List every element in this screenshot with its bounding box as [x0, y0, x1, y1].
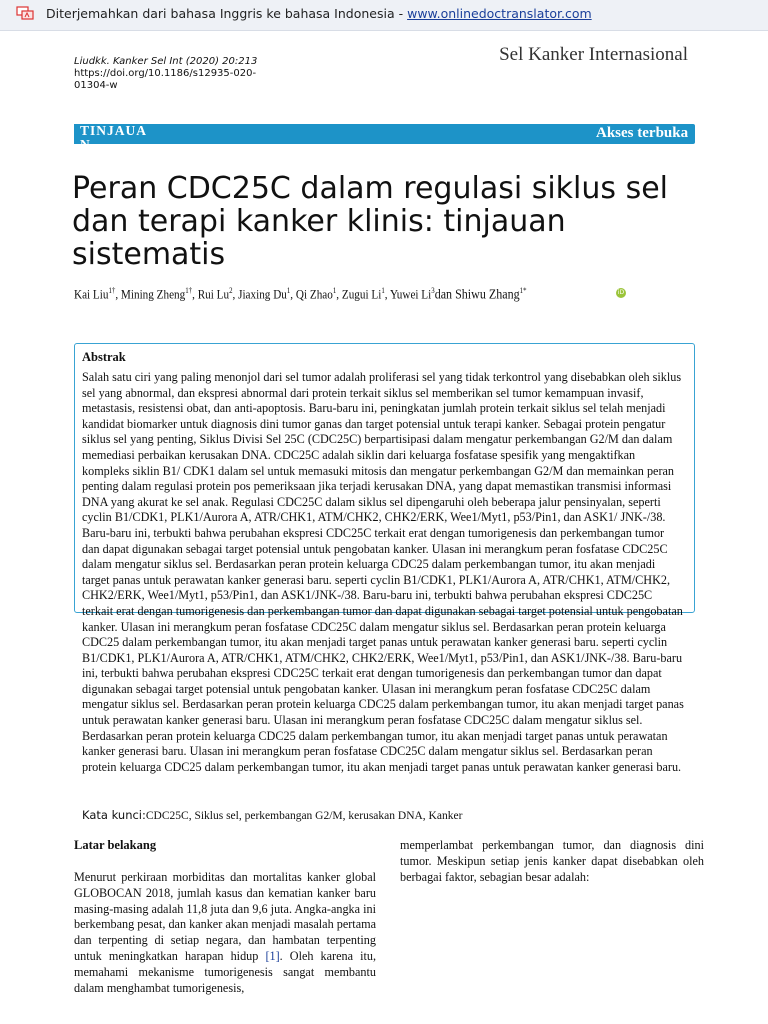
author-name[interactable]: Jiaxing Du — [238, 286, 287, 302]
orcid-icon[interactable]: iD — [617, 289, 625, 296]
citation — [74, 56, 274, 92]
author-affiliation: 1† — [185, 286, 193, 295]
keywords-label: Kata kunci: — [82, 808, 146, 822]
article-title: Peran CDC25C dalam regulasi siklus sel dan terapi kanker klinis: tinjauan sistematis — [72, 171, 668, 272]
author-name[interactable]: dan Shiwu Zhang — [434, 287, 520, 303]
author-affiliation: 2 — [229, 286, 233, 295]
abstract-text: Salah satu ciri yang paling menonjol dari sel tumor adalah proliferasi sel yang tidak terkontrol yang disebabkan oleh siklus sel yang abnormal, dan ekspresi abnormal dari protein terkait siklus sel memberikan sel tumor kemampuan invasif, metastasis, resistensi obat, dan anti-apoptosis. Baru-baru ini, peningkatan jumlah protein terkait siklus sel telah menjadi kandidat biomarker untuk diagnosis dini tumor ganas dan target potensial untuk terapi kanker. Sebagai protein pengatur siklus sel yang penting, Siklus Divisi Sel 25C (CDC25C) berpartisipasi dalam mengatur perkembangan G2/M dan dalam memediasi perbaikan kerusakan DNA. CDC25C adalah siklin dari keluarga fosfatase spesifik yang mengaktifkan kompleks siklin B1/ CDK1 dalam sel untuk memasuki mitosis dan mengatur perkembangan G2/M dan memainkan peran penting dalam regulasi protein pos pemeriksaan jika terjadi kerusakan DNA, yang dapat memastikan transmisi informasi DNA yang akurat ke sel anak. Regulasi CDC25C dalam siklus sel dipengaruhi oleh beberapa jalur pensinyalan, seperti cyclin B1/CDK1, PLK1/Aurora A, ATR/CHK1, ATM/CHK2, CHK2/ERK, Wee1/Myt1, p53/Pin1, dan ASK1/ JNK-/38. Baru-baru ini, terbukti bahwa perubahan ekspresi CDC25C terkait erat dengan tumorigenesis dan perkembangan tumor dan dapat digunakan sebagai target potensial untuk pengobatan kanker. Ulasan ini merangkum peran fosfatase CDC25C dalam mengatur siklus sel. Berdasarkan peran protein keluarga CDC25 dalam perkembangan tumor, itu akan menjadi target panas untuk perawatan kanker generasi baru. seperti cyclin B1/CDK1, PLK1/Aurora A, ATR/CHK1, ATM/CHK2, CHK2/ERK, Wee1/Myt1, p53/Pin1, dan ASK1/JNK-/38. Baru-baru ini, terbukti bahwa perubahan ekspresi CDC25C terkait erat dengan tumorigenesis dan perkembangan tumor dan dapat digunakan sebagai target potensial untuk pengobatan kanker. Ulasan ini merangkum peran fosfatase CDC25C dalam mengatur siklus sel. Berdasarkan peran protein keluarga CDC25 dalam perkembangan tumor, itu akan menjadi target panas untuk perawatan kanker generasi baru. seperti cyclin B1/CDK1, PLK1/Aurora A, ATR/CHK1, ATM/CHK2, CHK2/ERK, Wee1/Myt1, p53/Pin1, dan ASK1/JNK-/38. Baru-baru ini, terbukti bahwa perubahan ekspresi CDC25C terkait erat dengan tumorigenesis dan perkembangan tumor dan dapat digunakan sebagai target potensial untuk pengobatan kanker. Ulasan ini merangkum peran fosfatase CDC25C dalam mengatur siklus sel. Berdasarkan peran protein keluarga CDC25 dalam perkembangan tumor, itu akan menjadi target panas untuk perawatan kanker generasi baru. Ulasan ini merangkum peran fosfatase CDC25C dalam mengatur siklus sel. Berdasarkan peran protein keluarga CDC25 dalam perkembangan tumor, itu akan menjadi target panas untuk perawatan kanker generasi baru. Ulasan ini merangkum peran fosfatase CDC25C dalam mengatur siklus sel. Berdasarkan peran protein keluarga CDC25 dalam perkembangan tumor, itu akan menjadi target panas untuk perawatan kanker generasi baru. — [82, 370, 684, 774]
reference-link[interactable]: [1] — [265, 948, 280, 963]
keywords — [82, 808, 702, 822]
author-affiliation: 3 — [431, 286, 435, 295]
body-text: . Oleh karena itu, memahami mekanisme tumorigenesis sangat membantu dalam menghambat tumorigenesis, — [74, 948, 377, 995]
author-name[interactable]: Qi Zhao — [295, 286, 333, 302]
banner-text: Diterjemahkan dari bahasa Inggris ke bahasa Indonesia - www.onlinedoctranslator.com — [46, 6, 592, 21]
author-name[interactable]: Rui Lu — [197, 286, 230, 302]
body-column-right: memperlambat perkembangan tumor, dan diagnosis dini tumor. Meskipun setiap jenis kanker dapat disebabkan oleh berbagai faktor, sebagian besar adalah: — [400, 838, 704, 884]
author-name[interactable]: Mining Zheng — [120, 286, 186, 302]
article-type-band — [74, 123, 695, 152]
citation-doi[interactable]: https://doi.org/10.1186/s12935-020-01304-w — [74, 68, 257, 91]
abstract-heading: Abstrak — [82, 350, 126, 364]
author-name[interactable]: Yuwei Li — [389, 286, 432, 302]
author-name[interactable]: Kai Liu — [74, 286, 109, 302]
author-affiliation: 1 — [286, 286, 291, 295]
author-affiliation: 1 — [381, 286, 385, 295]
author-list: Kai Liu$^{1\dagger}$, Mining Zheng$^{1\dagger}$, Rui Lu$^2$, Jiaxing Du$^1$, Qi Zhao$^1$, Zugui Li$^1$, Yuwei Li$^3$dan Shiwu Zhang$^{1*}$ — [74, 286, 527, 303]
open-access-label: Akses terbuka — [596, 125, 689, 141]
article-type-label: TINJAUA N — [80, 123, 147, 152]
keywords-text: CDC25C, Siklus sel, perkembangan G2/M, kerusakan DNA, Kanker — [145, 810, 463, 822]
author-name[interactable]: Zugui Li — [341, 286, 382, 302]
body-column-left — [74, 870, 376, 996]
body-text: Menurut perkiraan morbiditas dan mortalitas kanker global GLOBOCAN 2018, jumlah kasus dan kematian kanker baru masing-masing adalah 11,8 juta dan 9,6 juta. Angka-angka ini berkembang pesat, dan kanker akan menjadi masalah pertama dan terpenting di setiap negara, dan hambatan terpenting untuk meningkatkan harapan hidup — [74, 870, 376, 963]
translation-banner — [0, 0, 768, 31]
journal-name: Sel Kanker Internasional — [499, 44, 688, 65]
author-affiliation: 1† — [108, 286, 116, 295]
author-affiliation: 1* — [519, 286, 527, 295]
author-affiliation: 1 — [332, 286, 337, 295]
citation-journal: Liudkk. Kanker Sel Int (2020) 20:213 — [74, 56, 258, 67]
translator-link[interactable]: www.onlinedoctranslator.com — [407, 6, 592, 21]
translate-icon — [16, 6, 34, 20]
section-heading: Latar belakang — [74, 838, 157, 852]
